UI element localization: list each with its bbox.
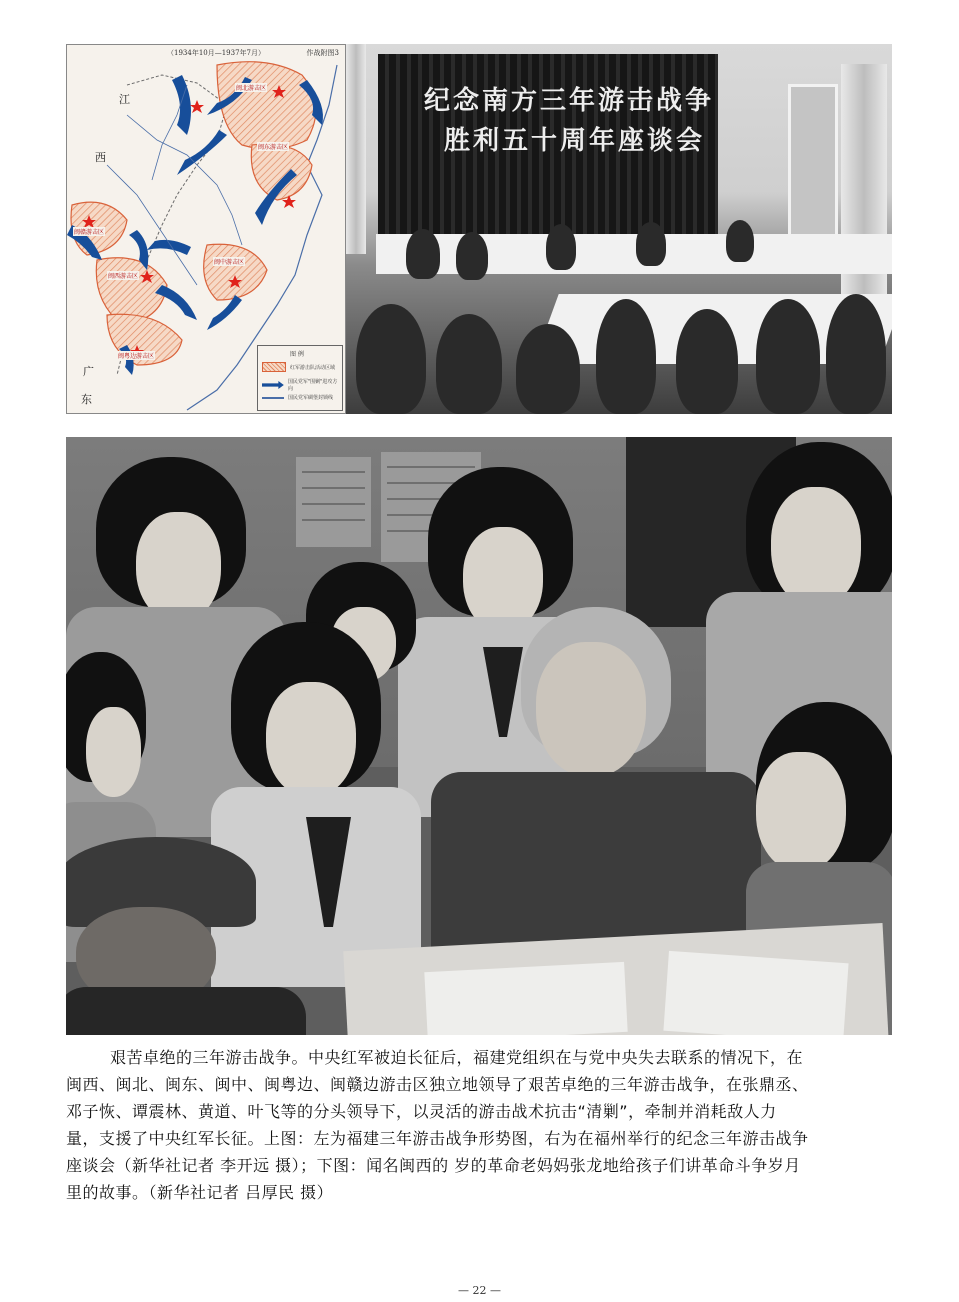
window-1 [788, 84, 838, 240]
attendee [756, 299, 820, 414]
arrow-1 [172, 75, 191, 135]
caption [66, 1044, 894, 1206]
legend-swatch-arrow [262, 381, 284, 389]
map-label-xi: 西 [95, 151, 106, 164]
map-label-dong: 东 [81, 393, 92, 406]
caption-line-4: 量，支援了中央红军长征。上图：左为福建三年游击战争形势图，右为在福州举行的纪念三年游击战争 [66, 1129, 809, 1148]
map-legend [257, 345, 343, 411]
attendee [406, 229, 440, 279]
main-photo [66, 437, 892, 1035]
zone-minbei [217, 62, 316, 149]
region-minyuebian: 闽粤边游击区 [118, 353, 155, 360]
attendee [356, 304, 426, 414]
caption-line-5: 座谈会（新华社记者 李开远 摄）；下图：闻名闽西的 岁的革命老妈妈张龙地给孩子们讲革命斗争岁月 [66, 1156, 801, 1175]
attendee [546, 224, 576, 270]
caption-line-2: 闽西、闽北、闽东、闽中、闽粤边、闽赣边游击区独立地领导了艰苦卓绝的三年游击战争，在张鼎丞、 [66, 1075, 809, 1094]
attendee [436, 314, 502, 414]
region-mindong: 闽东游击区 [258, 144, 289, 151]
legend-title: 图 例 [290, 351, 304, 358]
attendee [676, 309, 738, 414]
caption-line-1: 艰苦卓绝的三年游击战争。中央红军被迫长征后，福建党组织在与党中央失去联系的情况下，在 [110, 1048, 804, 1067]
legend-label-zone: 红军游击队活动区域 [290, 364, 336, 371]
attendee [516, 324, 580, 414]
region-minxi: 闽西游击区 [108, 273, 139, 280]
region-minzhong: 闽中游击区 [214, 259, 245, 266]
attendee [726, 220, 754, 262]
legend-label-arrow: 国民党军"围剿"进攻方向 [287, 379, 338, 392]
zone-mindong [251, 144, 312, 200]
caption-line-6: 里的故事。（新华社记者 吕厚民 摄） [66, 1183, 334, 1202]
caption-line-3: 邓子恢、谭震林、黄道、叶飞等的分头领导下，以灵活的游击战术抗击“清剿”，牵制并消耗敌人力 [66, 1102, 777, 1121]
head-table [376, 234, 892, 274]
legend-row-arrow [262, 378, 342, 392]
situation-map [66, 44, 346, 414]
map-figure-number: 作战附图3 [306, 49, 339, 57]
legend-row-zone [262, 362, 335, 372]
page-number: — 22 — [458, 1284, 501, 1297]
region-mingan: 闽赣游击区 [74, 229, 105, 236]
wall-poster [296, 457, 371, 547]
zone-minzhong [204, 244, 267, 300]
legend-swatch-line [262, 397, 284, 399]
arrow-9 [147, 240, 191, 255]
arrow-4 [177, 130, 227, 175]
map-header [67, 45, 345, 61]
legend-swatch-zone [262, 362, 286, 372]
attendee [596, 299, 656, 414]
banner-line-1: 纪念南方三年游击战争 [424, 86, 715, 116]
attendee [826, 294, 886, 414]
map-label-guang: 广 [83, 365, 94, 378]
paper-sheet [424, 962, 627, 1035]
curtain-right [841, 64, 887, 314]
banner-line-2: 胜利五十周年座谈会 [444, 126, 706, 156]
map-period: （1934年10月—1937年7月） [167, 49, 265, 57]
legend-label-line: 国民党军碉堡封锁线 [288, 395, 334, 401]
region-minbei: 闽北游击区 [236, 85, 267, 92]
star-1 [190, 100, 204, 113]
paper-sheet [663, 951, 848, 1035]
meeting-photo [346, 44, 892, 414]
curtain-left [346, 44, 366, 254]
attendee [456, 232, 488, 280]
legend-row-line [262, 394, 333, 401]
map-label-jiang: 江 [119, 93, 130, 106]
attendee [636, 222, 666, 266]
